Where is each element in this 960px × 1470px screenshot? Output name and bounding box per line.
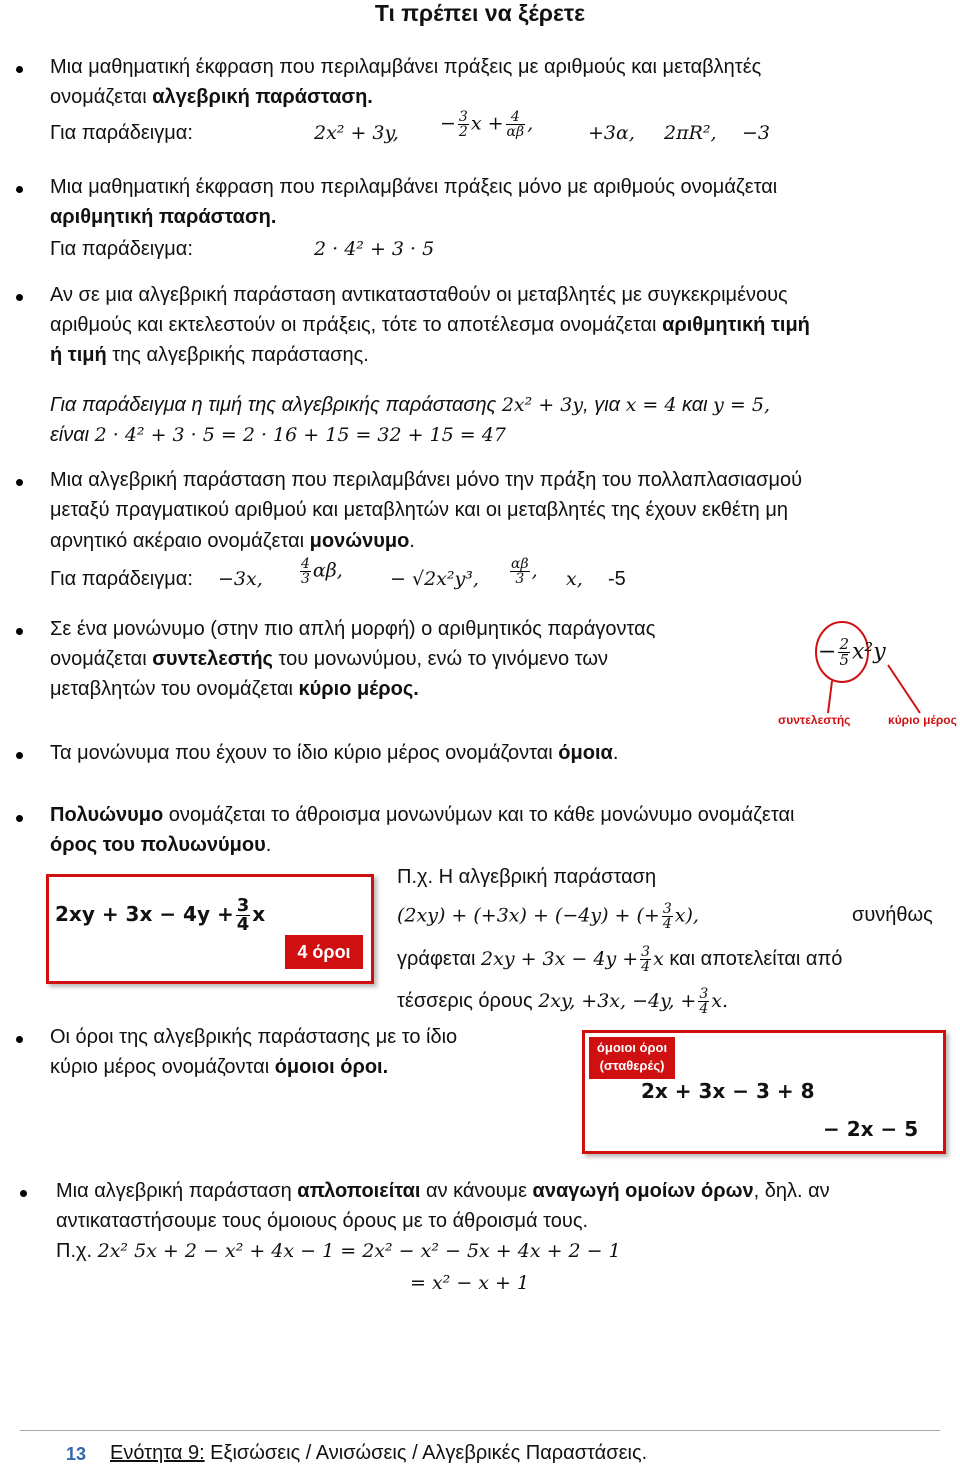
example-line (397, 987, 728, 1016)
expression: (2xy) + (+3x) + (−4y) + (397, 904, 631, 927)
term-value: ή τιμή (50, 344, 107, 366)
bullet (16, 628, 23, 635)
term-polynomial-term: όρος του πολυωνύμου (50, 834, 266, 856)
expression: 2 · 4² + 3 · 5 = 2 · 16 + 15 = 32 + 15 = 47 (94, 424, 506, 446)
fraction (698, 987, 709, 1016)
text: κύριο μέρος ονομάζονται (50, 1056, 275, 1078)
expression: 2xy + 3x − 4y + (481, 947, 639, 970)
paragraph-line (50, 834, 271, 857)
term-monomial: μονώνυμο (309, 530, 410, 552)
example-label: Για παράδειγμα: (50, 238, 193, 260)
paragraph-line (50, 344, 369, 367)
numerator: αβ (511, 556, 529, 572)
text: . (409, 530, 415, 552)
text: αριθμούς και εκτελεστούν οι πράξεις, τότε το αποτέλεσμα ονομάζεται (50, 314, 663, 336)
numerator: 3 (662, 901, 672, 917)
badge-label: όμοιοι όροι (596, 1040, 668, 1055)
expression-line: 2x + 3x − 3 + 8 (641, 1079, 815, 1103)
paragraph-line: Αν σε μια αλγεβρική παράσταση αντικατασταθούν οι μεταβλητές με συγκεκριμένους (50, 284, 788, 306)
example-expression: −3x, (218, 568, 263, 590)
page-title: Τι πρέπει να ξέρετε (374, 0, 586, 26)
minus-sign: − (390, 568, 406, 590)
denominator: αβ (506, 124, 525, 140)
text: αν κάνουμε (420, 1180, 533, 1202)
example-expression: 2πR², (664, 122, 717, 144)
text: τέσσερις όρους (397, 989, 539, 1012)
fraction (510, 557, 530, 586)
bullet (16, 1036, 23, 1043)
example-expression: -5 (608, 568, 626, 590)
text: ονομάζεται (50, 86, 153, 108)
text: μεταβλητών του ονομάζεται (50, 678, 299, 700)
denominator: 3 (515, 571, 525, 587)
numerator: 3 (458, 109, 468, 125)
text: , δηλ. αν (753, 1180, 830, 1202)
fraction (662, 902, 673, 931)
variable: x (252, 902, 266, 926)
example-expression (440, 110, 533, 139)
text: και (676, 394, 714, 416)
paragraph-line: Μια μαθηματική έκφραση που περιλαμβάνει πράξεις με αριθμούς και μεταβλητές (50, 56, 762, 78)
text: Π.χ. (56, 1240, 98, 1262)
term-similar-terms: όμοιοι όροι. (274, 1056, 389, 1078)
term-similar: όμοια (558, 742, 613, 764)
text: ονομάζεται (50, 648, 153, 670)
term: x²y³, (436, 568, 479, 590)
terms-badge: 4 όροι (285, 935, 363, 969)
paragraph-line (50, 648, 608, 671)
example-expression (298, 557, 343, 586)
term-main-part: κύριο μέρος. (298, 678, 419, 700)
expression: 2xy, +3x, −4y, + (538, 989, 697, 1012)
fraction (458, 110, 469, 139)
text: ονομάζεται το άθροισμα μονωνύμων και το κάθε μονώνυμο ονομάζεται (163, 804, 795, 826)
pointer-line (888, 665, 920, 713)
paragraph-line (50, 206, 276, 229)
term: x + (470, 112, 504, 135)
bullet (16, 815, 23, 822)
text: της αλγεβρικής παράστασης. (106, 344, 369, 366)
expression: 2x² 5x + 2 − x² + 4x − 1 = 2x² − x² − 5x + 4x + 2 − 1 (97, 1240, 621, 1262)
example-line (56, 1240, 621, 1263)
paren-open: (+ (636, 904, 660, 927)
polynomial-expression (55, 897, 265, 934)
denominator: 4 (641, 959, 651, 975)
comma: , (527, 112, 534, 135)
numerator: 3 (699, 986, 709, 1002)
fraction (236, 897, 251, 934)
bullet (16, 66, 23, 73)
expression-line: − 2x − 5 (823, 1117, 919, 1141)
bullet (16, 186, 23, 193)
fraction (506, 110, 526, 139)
example-expression: x, (566, 568, 583, 590)
minus-sign: − (818, 639, 837, 665)
text: Για παράδειγμα η τιμή της αλγεβρικής παράστασης (50, 394, 502, 416)
text: . (265, 834, 272, 856)
text: γράφεται (397, 947, 482, 970)
bullet (16, 479, 23, 486)
example-line (50, 394, 770, 417)
term: x), (674, 904, 699, 927)
term-reduction: αναγωγή ομοίων όρων (532, 1180, 754, 1202)
numerator: 4 (301, 556, 310, 572)
paragraph-line (50, 86, 373, 109)
term-algebraic-expression: αλγεβρική παράσταση. (152, 86, 373, 108)
expression: x = 4 (625, 394, 677, 416)
unit-label: Ενότητα 9: (110, 1442, 205, 1464)
paragraph-line: Οι όροι της αλγεβρικής παράστασης με το ίδιο (50, 1026, 458, 1048)
paragraph-line: Σε ένα μονώνυμο (στην πιο απλή μορφή) ο αριθμητικός παράγοντας (50, 618, 656, 640)
paragraph-line (50, 678, 419, 701)
paragraph-line: αντικαταστήσουμε τους όμοιους όρους με το άθροισμά τους. (56, 1210, 589, 1232)
denominator: 4 (236, 914, 250, 935)
example-expression: 2 · 4² + 3 · 5 (314, 238, 435, 260)
denominator: 4 (662, 916, 672, 932)
paragraph-line (50, 804, 794, 827)
page-number: 13 (66, 1444, 87, 1464)
term-numeric-value: αριθμητική τιμή (662, 314, 810, 336)
minus-sign: − (440, 112, 456, 135)
example-label: Για παράδειγμα: (50, 568, 193, 590)
footer-text (110, 1442, 647, 1465)
denominator: 2 (458, 124, 468, 140)
example-label: Για παράδειγμα: (50, 122, 193, 144)
label-main-part: κύριο μέρος (888, 713, 957, 727)
paragraph-line (50, 530, 415, 553)
text: Τα μονώνυμα που έχουν το ίδιο κύριο μέρος ονομάζονται (50, 742, 559, 764)
example-line (397, 945, 842, 974)
polynomial-box (46, 874, 374, 984)
numerator: 3 (236, 895, 250, 916)
example-line (397, 902, 699, 931)
term-polynomial: Πολυώνυμο (50, 804, 164, 826)
text: του μονωνύμου, ενώ το γινόμενο των (272, 648, 608, 670)
bullet (16, 294, 23, 301)
paragraph-line: Μια μαθηματική έκφραση που περιλαμβάνει πράξεις μόνο με αριθμούς ονομάζεται (50, 176, 778, 198)
denominator: 5 (839, 651, 849, 669)
fraction (640, 945, 651, 974)
constants-badge (589, 1037, 675, 1079)
unit-title: Εξισώσεις / Ανισώσεις / Αλγεβρικές Παραστάσεις. (204, 1442, 648, 1464)
variable: x (653, 947, 664, 970)
text: είναι (50, 424, 95, 446)
label-coefficient: συντελεστής (778, 713, 851, 727)
monomial-figure (770, 615, 960, 735)
paragraph-line (50, 742, 618, 765)
paragraph-line (50, 1056, 388, 1079)
term-simplified: απλοποιείται (297, 1180, 421, 1202)
numerator: 4 (506, 110, 526, 125)
denominator: 3 (301, 571, 310, 587)
example-line: = x² − x + 1 (410, 1272, 530, 1294)
comma: , (531, 559, 538, 582)
text: Μια αλγεβρική παράσταση (56, 1180, 298, 1202)
expression: y = 5, (713, 394, 771, 416)
fraction (300, 557, 311, 586)
variables: x²y (851, 639, 886, 665)
term-arithmetic-expression: αριθμητική παράσταση. (50, 206, 277, 228)
bullet (20, 1190, 27, 1197)
paragraph-line (56, 1180, 830, 1203)
text: . (612, 742, 619, 764)
example-expression (390, 568, 479, 590)
paragraph-line: Μια αλγεβρική παράσταση που περιλαμβάνει μόνο την πράξη του πολλαπλασιασμού (50, 469, 803, 491)
example-expression: +3α, (588, 122, 635, 144)
expression: 2x² + 3y (501, 394, 584, 416)
term: αβ, (312, 559, 343, 582)
term-coefficient: συντελεστής (152, 648, 273, 670)
text: , για (583, 394, 626, 416)
example-expression (508, 557, 538, 586)
numerator: 2 (839, 635, 849, 653)
paragraph-line (50, 314, 810, 337)
similar-terms-box (582, 1030, 946, 1154)
example-line (50, 424, 506, 447)
figure-monomial (818, 637, 886, 668)
numerator: 3 (641, 944, 651, 960)
text: συνήθως (852, 904, 933, 926)
footer-rule (20, 1430, 940, 1431)
expression: 2xy + 3x − 4y + (55, 902, 234, 926)
variable: x. (711, 989, 729, 1012)
example-expression: 2x² + 3y, (314, 122, 399, 144)
pointer-line (828, 681, 832, 713)
denominator: 4 (699, 1001, 709, 1017)
example-expression: −3 (742, 122, 771, 144)
text: και αποτελείται από (663, 947, 843, 970)
bullet (16, 752, 23, 759)
badge-label: (σταθερές) (599, 1058, 665, 1073)
example-line: Π.χ. Η αλγεβρική παράσταση (397, 866, 657, 888)
fraction (838, 637, 850, 668)
paragraph-line: μεταξύ πραγματικού αριθμού και μεταβλητών και οι μεταβλητές της έχουν εκθέτη μη (50, 499, 788, 521)
text: αρνητικό ακέραιο ονομάζεται (50, 530, 310, 552)
sqrt: √2 (411, 568, 437, 590)
